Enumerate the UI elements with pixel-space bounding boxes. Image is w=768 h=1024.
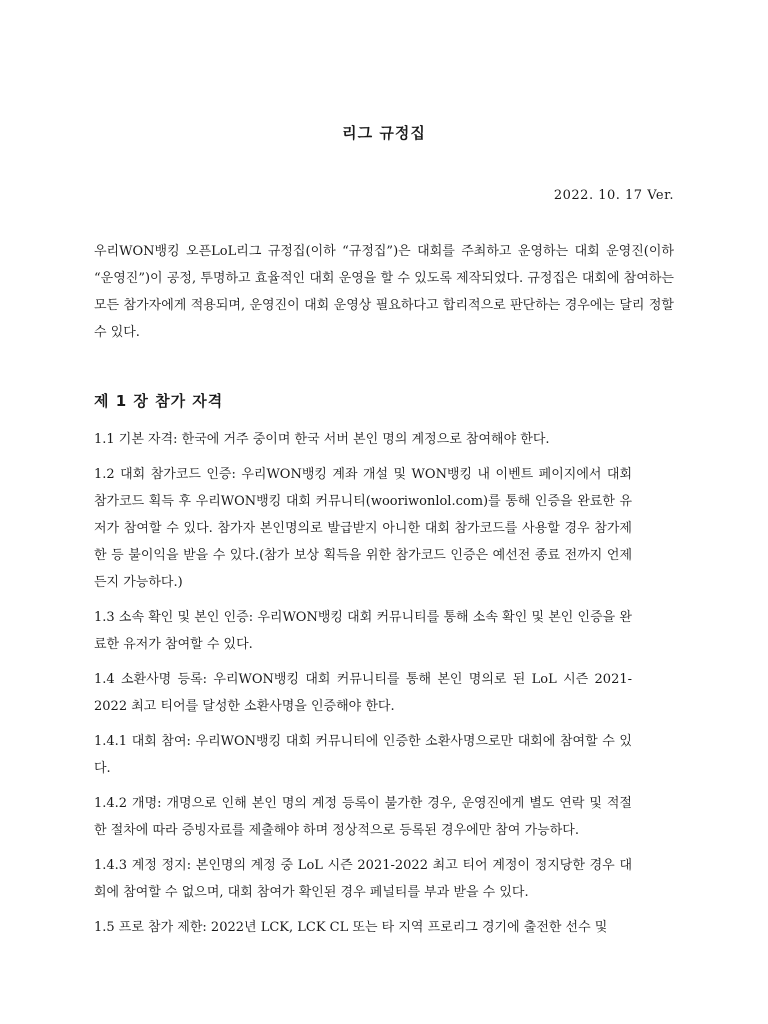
article-1-4: 1.4 소환사명 등록: 우리WON뱅킹 대회 커뮤니티를 통해 본인 명의로 된 LoL 시즌 2021-2022 최고 티어를 달성한 소환사명을 인증해야 한다.	[94, 672, 632, 714]
article-1-5: 1.5 프로 참가 제한: 2022년 LCK, LCK CL 또는 타 지역 프로리그 경기에 출전한 선수 및	[94, 920, 608, 935]
article-1-1: 1.1 기본 자격: 한국에 거주 중이며 한국 서버 본인 명의 계정으로 참여해야 한다.	[94, 432, 550, 447]
intro-section	[94, 238, 674, 346]
article-1-4-3: 1.4.3 계정 정지: 본인명의 계정 중 LoL 시즌 2021-2022 최고 티어 계정이 정지당한 경우 대회에 참여할 수 없으며, 대회 참여가 확인된 경우 페널티를 부과 받을 수 있다.	[94, 858, 632, 900]
article-1-4-2: 1.4.2 개명: 개명으로 인해 본인 명의 계정 등록이 불가한 경우, 운영진에게 별도 연락 및 적절한 절차에 따라 증빙자료를 제출해야 하며 정상적으로 등록된 경우에만 참여 가능하다.	[94, 796, 632, 838]
version-label: 2022. 10. 17 Ver.	[553, 188, 674, 203]
document-title: 리그 규정집	[342, 124, 426, 142]
intro-paragraph: 우리WON뱅킹 오픈LoL리그 규정집(이하 “규정집”)은 대회를 주최하고 운영하는 대회 운영진(이하 “운영진”)이 공정, 투명하고 효율적인 대회 운영을 할 수 있도록 제작되었다. 규정집은 대회에 참여하는 모든 참가자에게 적용되며, 운영진이 대회 운영상 필요하다고 합리적으로 판단하는 경우에는 달리 정할 수 있다.	[94, 244, 674, 340]
article-1-2: 1.2 대회 참가코드 인증: 우리WON뱅킹 계좌 개설 및 WON뱅킹 내 이벤트 페이지에서 대회 참가코드 획득 후 우리WON뱅킹 대회 커뮤니티(wooriwonlol.com)를 통해 인증을 완료한 유저가 참여할 수 있다. 참가자 본인명의로 발급받지 아니한 대회 참가코드를 사용할 경우 참가제한 등 불이익을 받을 수 있다.(참가 보상 획득을 위한 참가코드 인증은 예선전 종료 전까지 언제든지 가능하다.)	[94, 467, 633, 590]
article-1-3: 1.3 소속 확인 및 본인 인증: 우리WON뱅킹 대회 커뮤니티를 통해 소속 확인 및 본인 인증을 완료한 유저가 참여할 수 있다.	[94, 610, 632, 652]
chapter-title: 제 1 장 참가 자격	[94, 392, 224, 410]
article-list	[94, 426, 632, 949]
article-1-4-1: 1.4.1 대회 참여: 우리WON뱅킹 대회 커뮤니티에 인증한 소환사명으로만 대회에 참여할 수 있다.	[94, 734, 632, 776]
